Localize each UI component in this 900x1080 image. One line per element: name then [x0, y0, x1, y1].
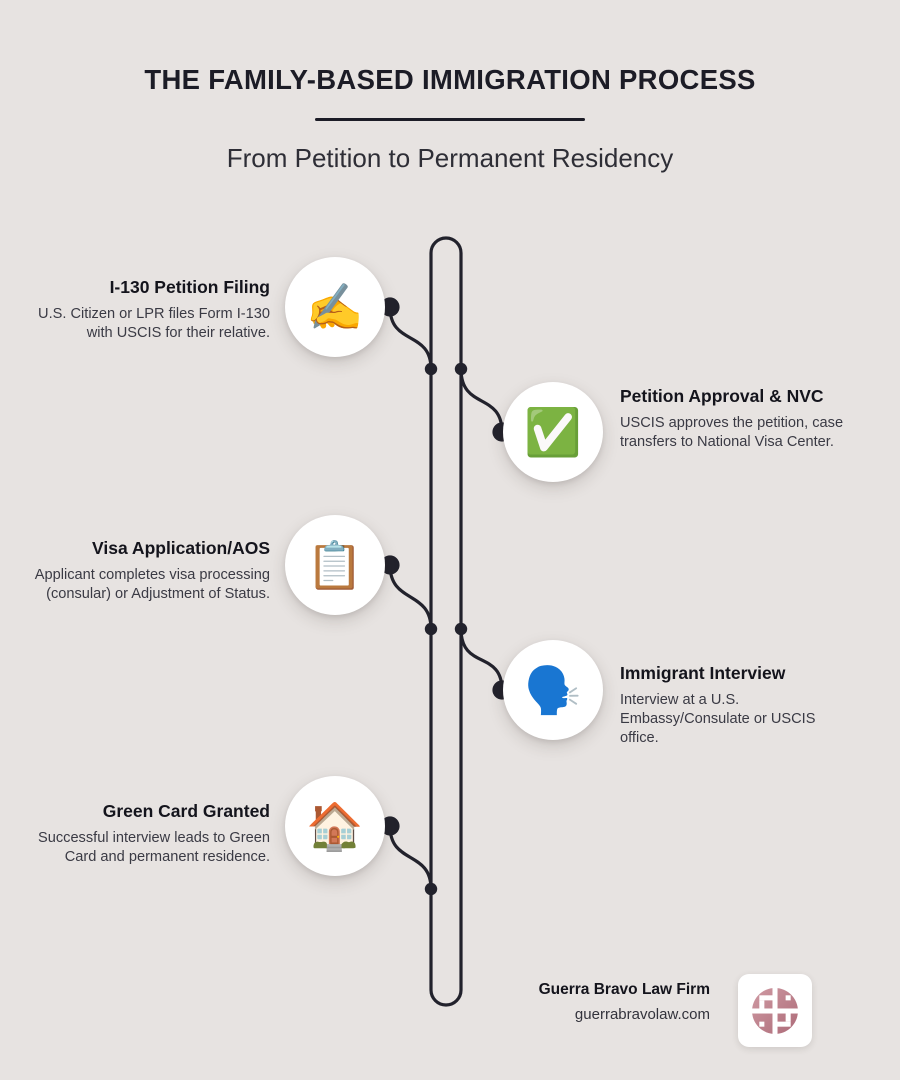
step-title-5: Green Card Granted	[102, 801, 270, 821]
footer	[0, 975, 900, 1055]
branch-path-3	[390, 565, 431, 629]
spine-node-3	[425, 623, 437, 635]
step-title-4: Immigrant Interview	[620, 663, 786, 683]
page-subtitle: From Petition to Permanent Residency	[226, 143, 674, 173]
step-icon-bubble-5[interactable]	[285, 776, 385, 876]
step-icon-bubble-3[interactable]	[285, 515, 385, 615]
step-icon-bubble-2[interactable]	[503, 382, 603, 482]
spine-node-5	[425, 883, 437, 895]
branch-path-2	[461, 369, 502, 432]
step-title-2: Petition Approval & NVC	[620, 386, 824, 406]
branch-path-4	[461, 629, 502, 690]
spine-node-4	[455, 623, 467, 635]
green-check-mark-icon: ✅	[524, 406, 582, 458]
step-text-2	[620, 386, 848, 452]
step-title-3: Visa Application/AOS	[92, 538, 270, 558]
branch-path-1	[390, 307, 431, 369]
step-description-3: Applicant completes visa processing (consular) or Adjustment of Status.	[34, 566, 270, 602]
branch-path-5	[390, 826, 431, 889]
spine-node-2	[455, 363, 467, 375]
header	[0, 0, 900, 174]
writing-hand-icon: ✍️	[306, 281, 364, 333]
step-description-1: U.S. Citizen or LPR files Form I-130 with USCIS for their relative.	[38, 305, 270, 341]
firm-website[interactable]: guerrabravolaw.com	[574, 1006, 710, 1023]
clipboard-icon: 📋	[306, 539, 364, 591]
guerra-bravo-emblem-icon	[747, 983, 803, 1039]
step-description-4: Interview at a U.S. Embassy/Consulate or USCIS office.	[620, 691, 816, 746]
firm-name: Guerra Bravo Law Firm	[538, 981, 710, 998]
speaking-head-icon: 🗣️	[524, 664, 582, 716]
step-text-4	[620, 663, 855, 748]
step-icon-bubble-4[interactable]	[503, 640, 603, 740]
spine-path	[431, 238, 461, 1005]
house-icon: 🏠	[306, 800, 364, 852]
step-title-1: I-130 Petition Filing	[109, 277, 270, 297]
step-text-5	[30, 801, 270, 867]
step-icon-bubble-1[interactable]	[285, 257, 385, 357]
step-text-3	[30, 538, 270, 604]
footer-text	[539, 981, 710, 1023]
step-description-5: Successful interview leads to Green Card and permanent residence.	[38, 829, 270, 865]
page-title: THE FAMILY-BASED IMMIGRATION PROCESS	[144, 64, 756, 95]
step-text-1	[30, 277, 270, 343]
logo-card[interactable]	[738, 974, 812, 1047]
spine-node-1	[425, 363, 437, 375]
step-description-2: USCIS approves the petition, case transfers to National Visa Center.	[620, 414, 844, 450]
